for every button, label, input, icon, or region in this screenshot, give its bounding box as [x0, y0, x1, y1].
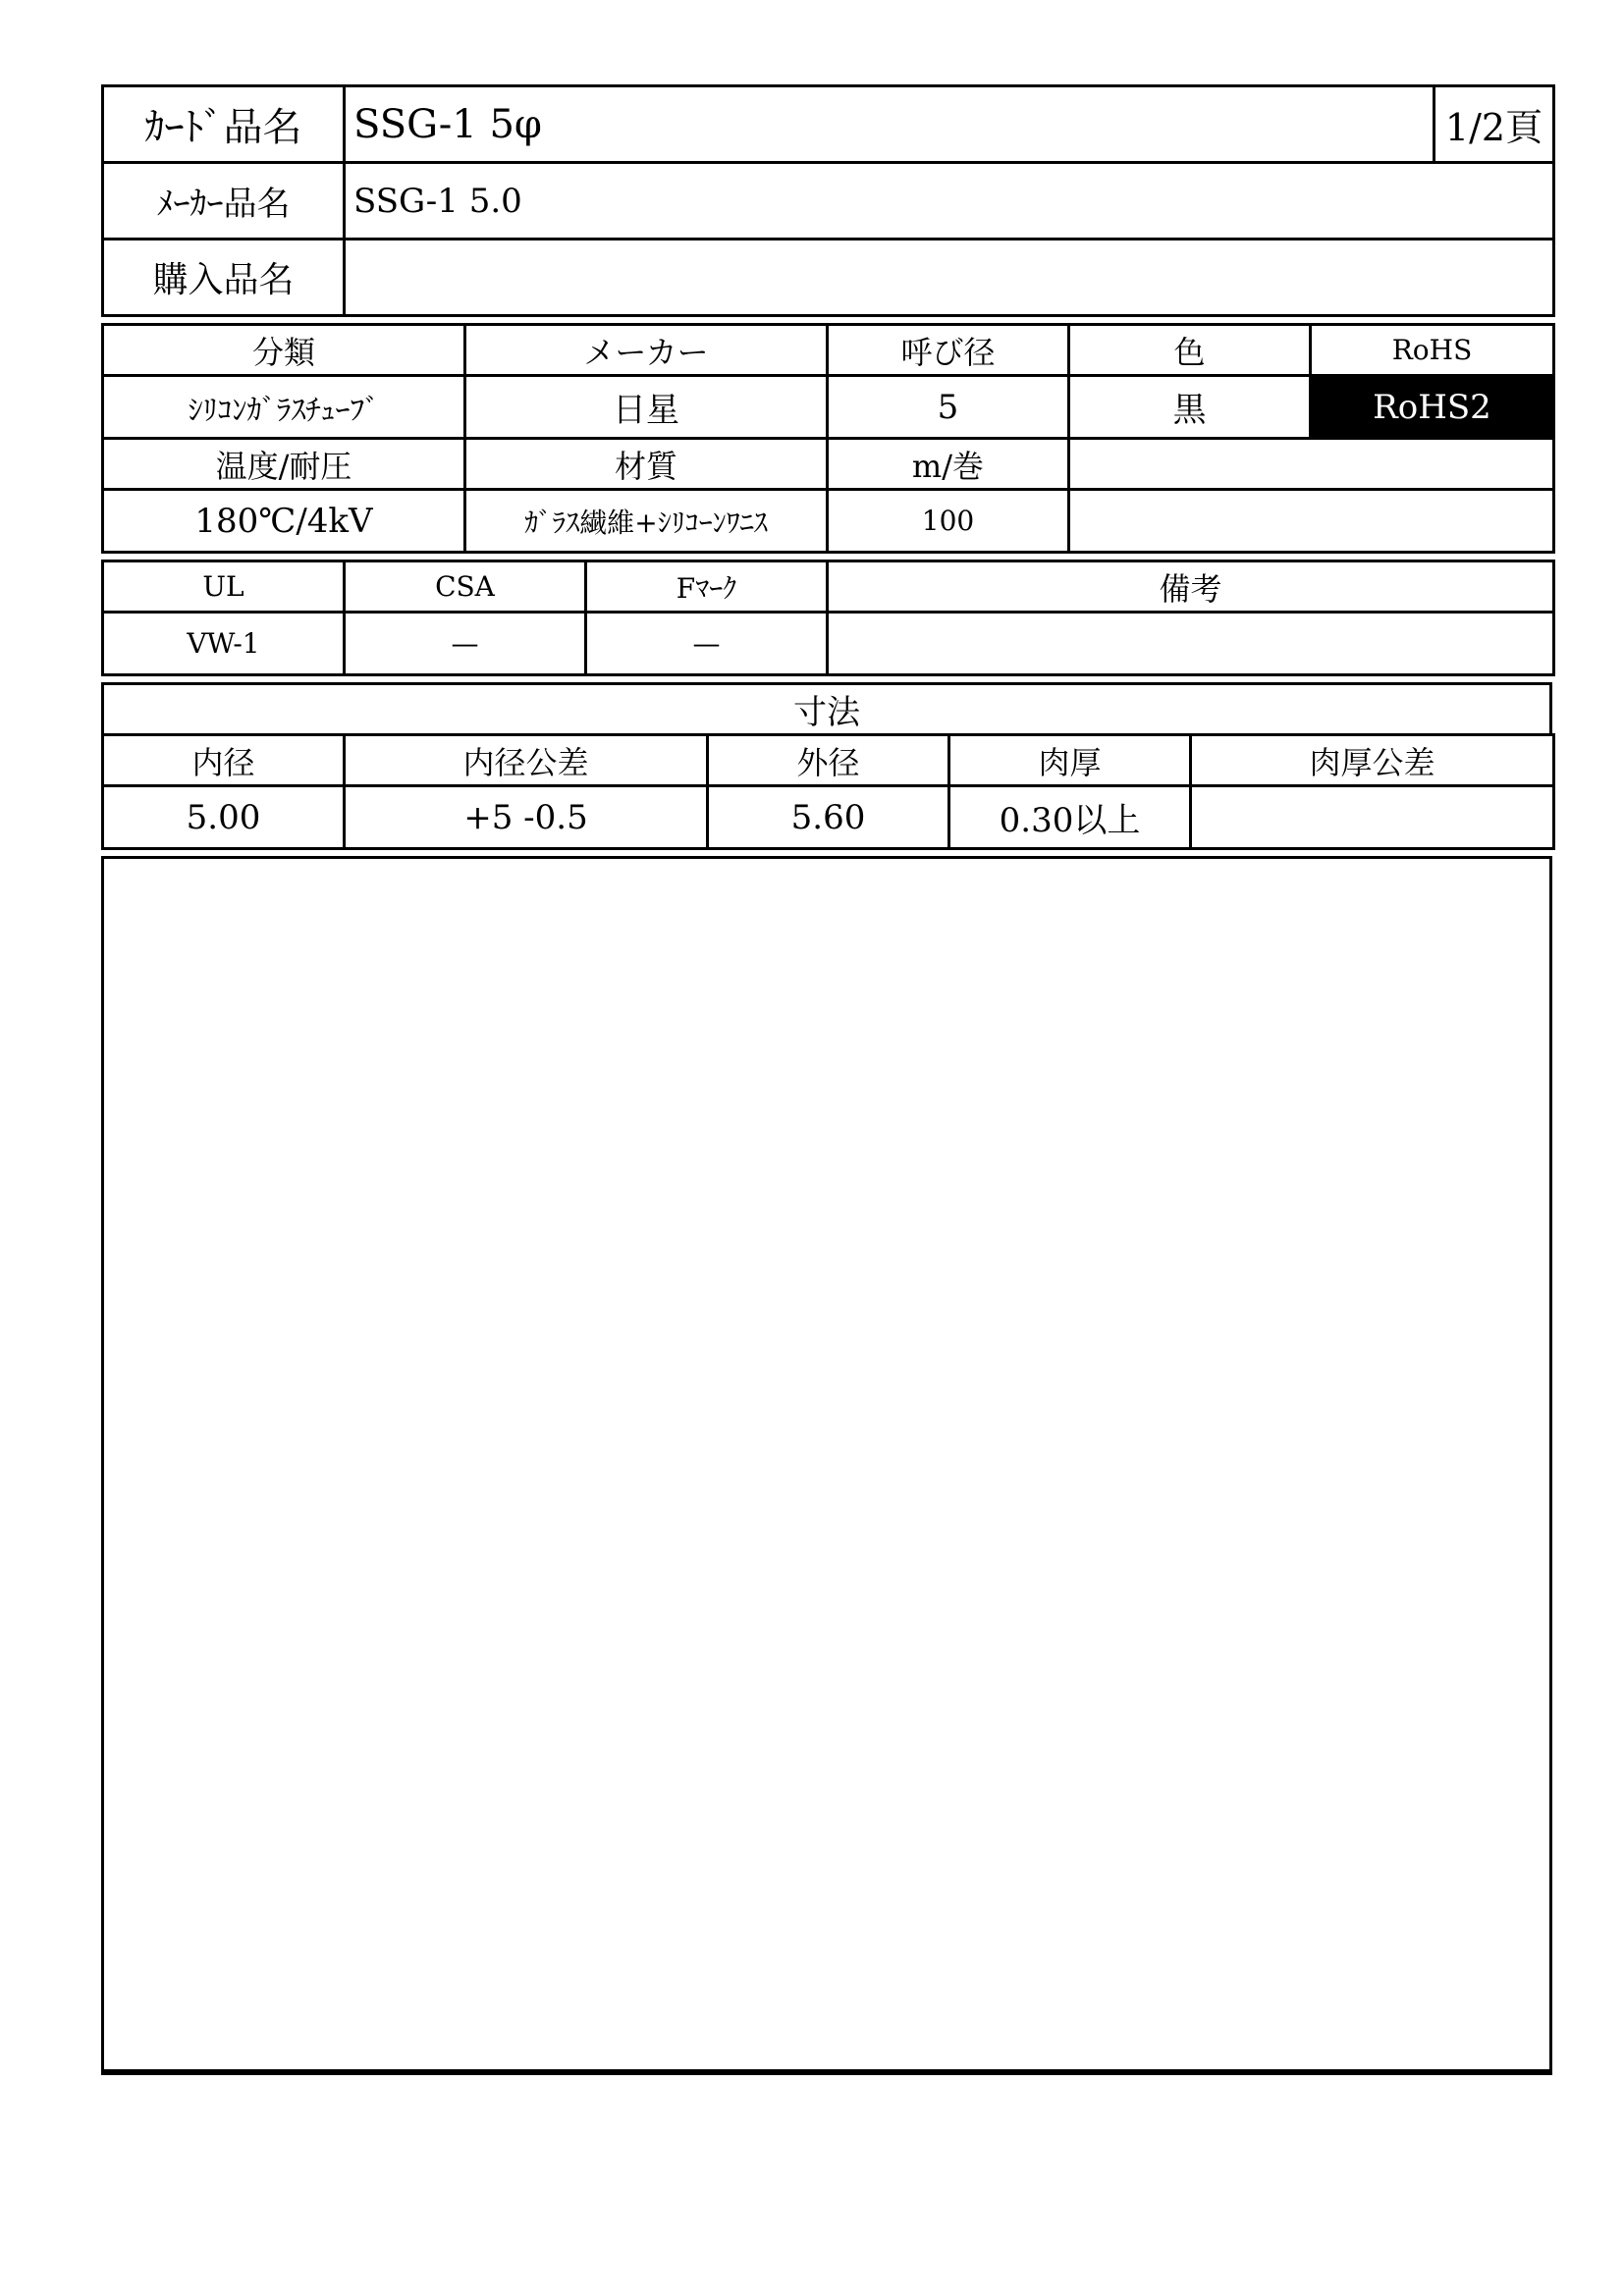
header-table: [101, 84, 1555, 317]
spec3-header-row: [103, 561, 1554, 613]
material-header: 材質: [465, 439, 828, 490]
inner-diameter-header: 内径: [103, 735, 345, 786]
blank-value: [1069, 490, 1554, 553]
dimensions-title-table: [101, 682, 1552, 736]
wall-thickness-tolerance-header: 肉厚公差: [1191, 735, 1554, 786]
inner-diameter-tolerance-value: +5 -0.5: [345, 786, 708, 849]
category-header: 分類: [103, 325, 465, 376]
remarks-value: [828, 613, 1554, 675]
maker-value: 日星: [465, 376, 828, 439]
spec1-value-row: [103, 376, 1554, 439]
length-per-roll-value: 100: [828, 490, 1069, 553]
spec-table-1: [101, 323, 1555, 440]
purchase-name-row: [103, 240, 1554, 316]
ul-header: UL: [103, 561, 345, 613]
spec2-value-row: [103, 490, 1554, 553]
temperature-header: 温度/耐圧: [103, 439, 465, 490]
card-name-value: SSG-1 5φ: [345, 86, 1435, 163]
remarks-header: 備考: [828, 561, 1554, 613]
csa-header: CSA: [345, 561, 586, 613]
csa-value: —: [345, 613, 586, 675]
length-per-roll-header: m/巻: [828, 439, 1069, 490]
dimensions-header-row: [103, 735, 1554, 786]
purchase-name-label: 購入品名: [103, 240, 345, 316]
f-mark-header: Fﾏｰｸ: [586, 561, 828, 613]
spec-table-3: [101, 560, 1555, 676]
maker-name-row: [103, 163, 1554, 240]
outer-diameter-header: 外径: [708, 735, 949, 786]
dimensions-title: 寸法: [103, 684, 1551, 735]
outer-diameter-value: 5.60: [708, 786, 949, 849]
spec-table-2: [101, 437, 1555, 554]
f-mark-value: —: [586, 613, 828, 675]
color-header: 色: [1069, 325, 1311, 376]
purchase-name-value: [345, 240, 1554, 316]
category-value: ｼﾘｺﾝｶﾞﾗｽﾁｭｰﾌﾞ: [103, 376, 465, 439]
wall-thickness-tolerance-value: [1191, 786, 1554, 849]
wall-thickness-value: 0.30以上: [949, 786, 1191, 849]
wall-thickness-header: 肉厚: [949, 735, 1191, 786]
rohs-header: RoHS: [1311, 325, 1554, 376]
nominal-diameter-header: 呼び径: [828, 325, 1069, 376]
maker-header: メーカー: [465, 325, 828, 376]
card-name-label: ｶｰﾄﾞ品名: [103, 86, 345, 163]
dimensions-value-row: [103, 786, 1554, 849]
spec-sheet: [101, 84, 1552, 2075]
drawing-area: [101, 856, 1552, 2075]
color-value: 黒: [1069, 376, 1311, 439]
material-value: ｶﾞﾗｽ繊維+ｼﾘｺｰﾝﾜﾆｽ: [465, 490, 828, 553]
card-name-row: [103, 86, 1554, 163]
blank-header: [1069, 439, 1554, 490]
page-number: 1/2頁: [1435, 86, 1554, 163]
spec3-value-row: [103, 613, 1554, 675]
dimensions-table: [101, 733, 1555, 850]
maker-name-label: ﾒｰｶｰ品名: [103, 163, 345, 240]
inner-diameter-value: 5.00: [103, 786, 345, 849]
spec2-header-row: [103, 439, 1554, 490]
maker-name-value: SSG-1 5.0: [345, 163, 1554, 240]
temperature-value: 180℃/4kV: [103, 490, 465, 553]
nominal-diameter-value: 5: [828, 376, 1069, 439]
inner-diameter-tolerance-header: 内径公差: [345, 735, 708, 786]
spec1-header-row: [103, 325, 1554, 376]
rohs-badge: RoHS2: [1311, 376, 1554, 439]
ul-value: VW-1: [103, 613, 345, 675]
